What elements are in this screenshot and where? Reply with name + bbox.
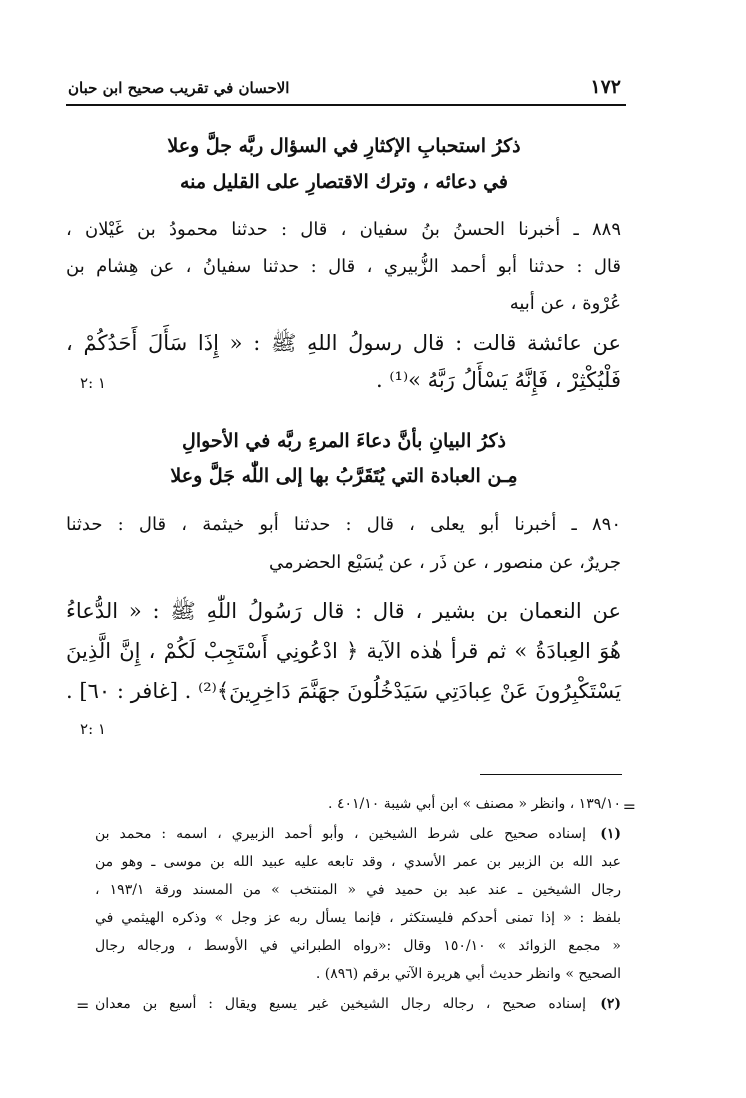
hadith-889-grade: ١ :٢ — [80, 374, 106, 392]
section-1-heading-line-2: في دعائه ، وترك الاقتصارِ على القليل منه — [179, 171, 509, 193]
page-number: ١٧٢ — [590, 76, 621, 98]
footnote-1-line-1: إسناده صحيح على شرط الشيخين ، وأبو أحمد الزبيري ، اسمه : محمد بن — [95, 826, 586, 842]
header-rule — [66, 104, 626, 106]
footnote-1-line-5: « مجمع الزوائد » ١٥٠/١٠ وقال :«رواه الطبراني في الأوسط ، ورجاله رجال — [95, 938, 621, 954]
hadith-890-grade: ١ :٢ — [80, 720, 106, 738]
hadith-890-matn-line-3: يَسْتَكْبِرُونَ عَنْ عِبادَتِي سَيَدْخُلُونَ جهَنَّمَ دَاخِرِينَ﴾⁽²⁾ . [غافر : ٦٠] . — [66, 679, 621, 703]
footnote-separator — [480, 774, 622, 775]
hadith-889-isnad-line-2: قال : حدثنا أبو أحمد الزُّبيري ، قال : حدثنا سفيانُ ، عن هِشام بن — [66, 256, 621, 277]
footnote-2-line-1: إسناده صحيح ، رجاله رجال الشيخين غير يسيع ويقال : أسيع بن معدان — [95, 996, 586, 1012]
section-2-heading-line-1: ذكرُ البيانِ بأنَّ دعاءَ المرءِ ربَّه في الأحوالِ — [182, 430, 506, 452]
hadith-890-isnad-line-2: جريرٌ، عن منصور ، عن ذَر ، عن يُسَيْع الحضرمي — [268, 552, 621, 573]
hadith-890-isnad-line-1: ٨٩٠ ـ أخبرنا أبو يعلى ، قال : حدثنا أبو خيثمة ، قال : حدثنا — [66, 514, 621, 535]
footnote-continuation-mark: = — [622, 797, 636, 816]
footnote-continuation: ١٣٩/١٠ ، وانظر « مصنف » ابن أبي شيبة ٤٠١/١٠ . — [328, 796, 621, 812]
footnote-1-label: (١) — [600, 826, 621, 842]
footnote-2-label: (٢) — [600, 996, 621, 1012]
hadith-889-matn-line-2: فَلْيُكْثِرْ ، فَإِنَّهُ يَسْأَلُ رَبَّهُ »⁽¹⁾ . — [376, 368, 621, 392]
hadith-889-isnad-line-3: عُرْوة ، عن أبيه — [509, 293, 621, 314]
section-2-heading-line-2: مِـن العبادة التي يُتَقَرَّبُ بها إلى اللّٰه جَلَّ وعلا — [170, 465, 518, 487]
hadith-890-matn-line-2: هُوَ العِبادَةُ » ثم قرأ هٰذه الآية ﴿ ادْعُونِي أَسْتَجِبْ لَكُمْ ، إِنَّ الَّذِينَ — [66, 639, 621, 663]
hadith-889-matn-line-1: عن عائشة قالت : قال رسولُ اللهِ ﷺ : « إِذَا سَأَلَ أَحَدُكُمْ ، — [66, 331, 621, 355]
running-title: الاحسان في تقريب صحيح ابن حبان — [68, 79, 290, 97]
footnote-2-continuation-mark: = — [76, 996, 90, 1015]
hadith-890-matn-line-1: عن النعمان بن بشير ، قال : قال رَسُولُ اللّٰهِ ﷺ : « الدُّعاءُ — [66, 599, 621, 623]
footnote-1-line-3: رجال الشيخين ـ عند عبد بن حميد في « المنتخب » من المسند ورقة ١٩٣/١ ، — [95, 882, 621, 898]
footnote-1-line-6: الصحيح » وانظر حديث أبي هريرة الآتي برقم (٨٩٦) . — [315, 966, 621, 982]
section-1-heading-line-1: ذكرُ استحبابِ الإكثارِ في السؤال ربَّه جلَّ وعلا — [167, 135, 521, 157]
hadith-889-isnad-line-1: ٨٨٩ ـ أخبرنا الحسنُ بنُ سفيان ، قال : حدثنا محمودُ بن غَيْلان ، — [66, 219, 621, 240]
footnote-1-line-4: بلفظ : « إذا تمنى أحدكم فليستكثر ، فإنما يسأل ربه عز وجل » وذكره الهيثمي في — [95, 910, 621, 926]
footnote-1-line-2: عبد الله بن الزبير بن عمر الأسدي ، وقد تابعه عليه عبيد الله بن موسى ـ وهو من — [95, 854, 621, 870]
